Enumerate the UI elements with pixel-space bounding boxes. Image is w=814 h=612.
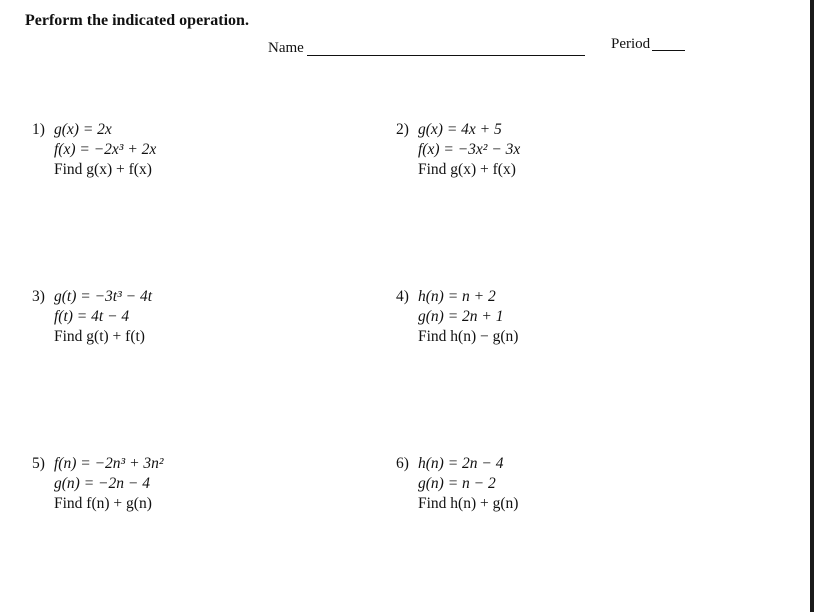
problem-line-1: g(x) = 2x (54, 121, 112, 138)
problem-line-3: Find g(t) + f(t) (54, 328, 145, 345)
problem-2 (396, 120, 520, 180)
problem-5 (32, 454, 164, 514)
problem-line-2: f(x) = −2x³ + 2x (54, 141, 157, 158)
problem-line-1: g(t) = −3t³ − 4t (54, 288, 153, 305)
problem-line-2: g(n) = 2n + 1 (418, 308, 504, 325)
problem-line-3: Find h(n) + g(n) (418, 495, 519, 512)
problem-line-1: h(n) = 2n − 4 (418, 455, 504, 472)
problem-line-1: g(x) = 4x + 5 (418, 121, 502, 138)
problem-line-3: Find g(x) + f(x) (418, 161, 516, 178)
problem-line-3: Find g(x) + f(x) (54, 161, 152, 178)
problem-number: 6) (396, 455, 409, 472)
problem-3 (32, 287, 152, 347)
problem-line-3: Find f(n) + g(n) (54, 495, 152, 512)
problem-6 (396, 454, 518, 514)
problem-number: 2) (396, 121, 409, 138)
problem-line-2: f(t) = 4t − 4 (54, 308, 130, 325)
problem-line-3: Find h(n) − g(n) (418, 328, 519, 345)
problem-line-2: g(n) = −2n − 4 (54, 475, 150, 492)
problem-4 (396, 287, 518, 347)
problem-number: 4) (396, 288, 409, 305)
problem-1 (32, 120, 156, 180)
page-edge-border (810, 0, 814, 612)
name-blank-line[interactable] (307, 55, 585, 56)
problem-number: 3) (32, 288, 45, 305)
problem-line-2: g(n) = n − 2 (418, 475, 496, 492)
problem-line-1: h(n) = n + 2 (418, 288, 496, 305)
problem-line-2: f(x) = −3x² − 3x (418, 141, 521, 158)
problem-number: 5) (32, 455, 45, 472)
problem-line-1: f(n) = −2n³ + 3n² (54, 455, 164, 472)
worksheet-title: Perform the indicated operation. (25, 12, 249, 29)
problem-number: 1) (32, 121, 45, 138)
period-label: Period (611, 36, 651, 52)
period-blank-line[interactable] (652, 50, 685, 51)
name-label: Name (268, 40, 304, 56)
